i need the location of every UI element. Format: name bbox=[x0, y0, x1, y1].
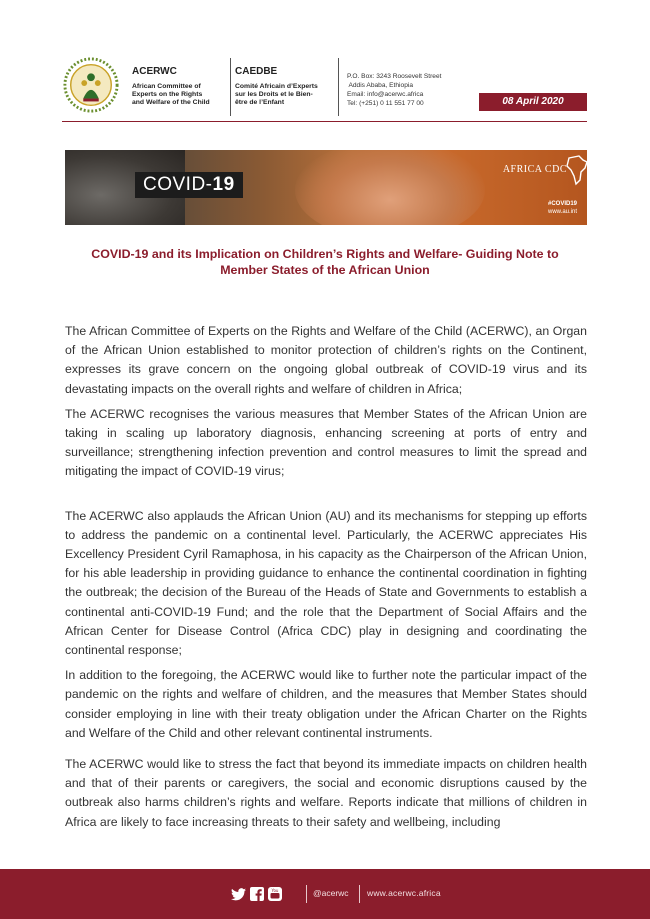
africa-map-icon bbox=[563, 154, 587, 186]
paragraph: The ACERWC also applauds the African Union (AU) and its mechanisms for stepping up efforts to address the pandemic on a continental level. Particularly, the ACERWC appreciates His Excellency President Cyril Ramaphosa, in his capacity as the Chairperson of the African Union, for his able leadership in providing guidance to enhance the continental coordination in fighting the outbreak; the decision of the Bureau of the Heads of State and Governments to establish a continental anti-COVID-19 Fund; and the role that the Department of Social Affairs and the African Center for Disease Control (Africa CDC) play in designing and coordinating the continental response; bbox=[65, 508, 587, 658]
org-name-en: African Committee of Experts on the Rights and Welfare of the Child bbox=[132, 83, 210, 106]
contact-block bbox=[338, 58, 441, 116]
banner-hands-graphic bbox=[295, 150, 485, 225]
org-abbr-en: ACERWC bbox=[132, 66, 177, 77]
svg-text:You: You bbox=[271, 888, 278, 893]
caedbe-org-block bbox=[230, 58, 328, 116]
org-name-fr: Comité Africain d’Experts sur les Droits et le Bien- être de l’Enfant bbox=[235, 83, 318, 106]
contact-city: Addis Ababa, Ethiopia bbox=[347, 82, 413, 89]
banner-hashtag bbox=[548, 200, 577, 216]
banner-site: www.au.int bbox=[547, 209, 577, 215]
contact-phone: Tel: (+251) 0 11 551 77 00 bbox=[347, 100, 424, 107]
acerwc-org-block bbox=[132, 66, 228, 107]
facebook-icon[interactable] bbox=[249, 887, 264, 902]
letterhead bbox=[62, 52, 587, 124]
covid-prefix: COVID- bbox=[143, 174, 213, 195]
document-date: 08 April 2020 bbox=[479, 93, 587, 111]
contact-address: P.O. Box: 3243 Roosevelt Street bbox=[347, 73, 442, 80]
page-footer bbox=[0, 869, 650, 919]
paragraph: The ACERWC would like to stress the fact that beyond its immediate impacts on children health and that of their parents or caregivers, the social and economic disruptions caused by the outbreak also harms children’s rights and welfare. Reports indicate that millions of children in Africa are likely to face increasing threats to their safety and wellbeing, including bbox=[65, 757, 587, 829]
africa-cdc-label: AFRICA CDC bbox=[502, 164, 567, 175]
org-abbr-fr: CAEDBE bbox=[235, 66, 278, 77]
website-link[interactable]: www.acerwc.africa bbox=[367, 888, 441, 898]
footer-divider bbox=[359, 885, 360, 903]
covid-banner-image bbox=[65, 150, 587, 225]
twitter-icon[interactable] bbox=[231, 887, 246, 902]
contact-email: Email: info@acerwc.africa bbox=[347, 91, 424, 98]
covid-number: 19 bbox=[212, 174, 235, 195]
covid-label bbox=[135, 172, 243, 198]
paragraph: The African Committee of Experts on the Rights and Welfare of the Child (ACERWC), an Organ of the African Union established to monitor protection of children’s rights on the Continent, expresses its grave concern on the ongoing global outbreak of COVID-19 virus and its devastating impacts on the overall rights and welfare of children in Africa; bbox=[65, 324, 587, 396]
document-body bbox=[65, 322, 587, 838]
header-divider bbox=[62, 121, 587, 122]
social-handle[interactable]: @acerwc bbox=[313, 888, 349, 898]
paragraph: The ACERWC recognises the various measures that Member States of the African Union are taking in scaling up laboratory diagnosis, enhancing screening at ports of entry and surveillance; strengthening infection prevention and control measures to limit the spread and mitigating the impact of COVID-19 virus; bbox=[65, 406, 587, 479]
document-title: COVID-19 and its Implication on Children’s Rights and Welfare- Guiding Note to Member States of the African Union bbox=[91, 247, 559, 277]
acerwc-emblem-logo bbox=[62, 56, 120, 114]
social-icons bbox=[231, 886, 282, 902]
paragraph: In addition to the foregoing, the ACERWC would like to further note the particular impact of the pandemic on the rights and welfare of children, and the measures that Member States should consider employing in line with their treaty obligation under the African Charter on the Rights and Welfare of the Child and other relevant continental instruments. bbox=[65, 668, 587, 740]
youtube-icon[interactable] bbox=[267, 887, 282, 902]
footer-divider bbox=[306, 885, 307, 903]
hashtag-text: #COVID19 bbox=[547, 201, 577, 207]
